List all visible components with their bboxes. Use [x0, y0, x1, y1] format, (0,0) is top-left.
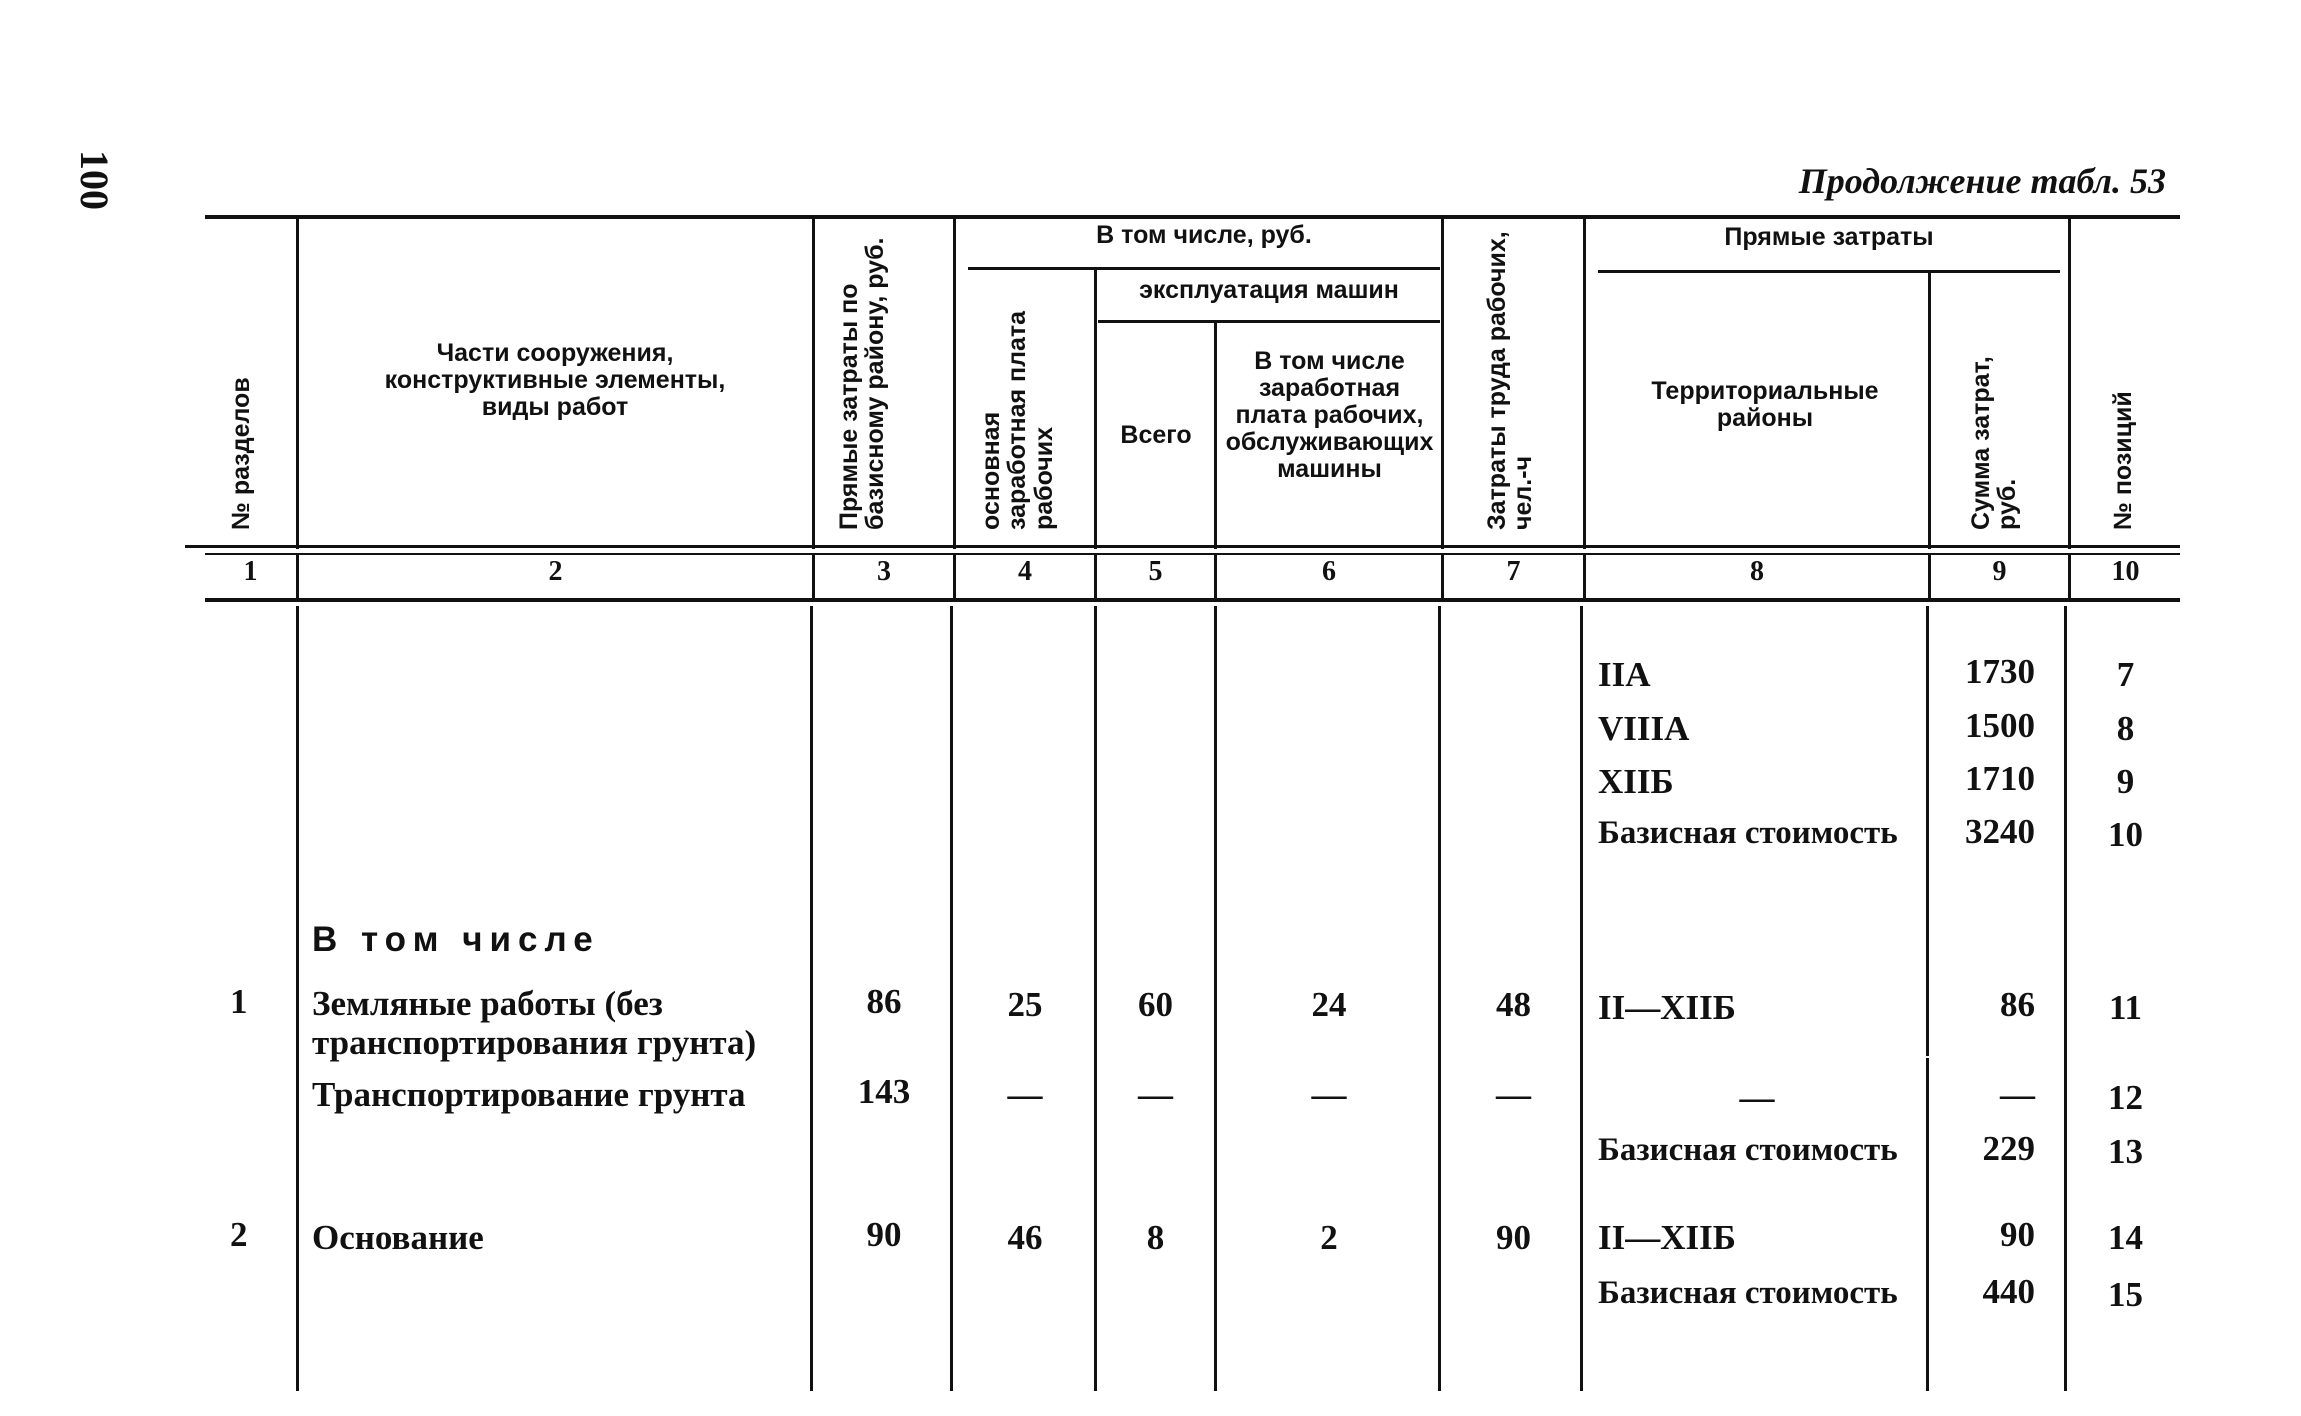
- section-number-cell: 1: [230, 982, 248, 1021]
- machines-total-cell: 60: [1138, 985, 1173, 1024]
- region-cell: Базисная стоимость: [1598, 1132, 1898, 1168]
- group-incl-rule: [968, 267, 1440, 270]
- sum-cell: 1730: [1965, 652, 2035, 691]
- position-cell: 11: [2108, 988, 2143, 1027]
- column-number: 5: [1148, 556, 1163, 587]
- header-cost-sum: Сумма затрат, руб.: [1967, 356, 2022, 530]
- sum-cell: 86: [2000, 985, 2035, 1024]
- header-divider: [1928, 273, 1931, 549]
- labor-cost-cell: 48: [1496, 985, 1531, 1024]
- column-number: 10: [2111, 556, 2140, 587]
- colnum-bottom-rule: [205, 598, 2180, 602]
- sum-cell: 90: [2000, 1215, 2035, 1254]
- header-machines-wage: В том числе заработная плата рабочих, обслуживающих машины: [1225, 347, 1434, 483]
- labor-cost-cell: —: [1496, 1075, 1531, 1114]
- direct-cost-cell: 86: [866, 982, 902, 1021]
- work-name-cell: Транспортирование грунта: [312, 1075, 746, 1114]
- header-divider: [1094, 270, 1097, 549]
- header-parts-of-structure: Части сооружения, конструктивные элементы, виды работ: [384, 339, 726, 421]
- top-rule: [205, 215, 2180, 219]
- header-divider: [1583, 219, 1586, 549]
- region-cell: VIIIA: [1598, 709, 1690, 748]
- page-number: 100: [72, 150, 117, 210]
- column-number: 8: [1750, 556, 1764, 587]
- machines-wage-cell: —: [1311, 1075, 1347, 1114]
- body-divider: [1926, 606, 1929, 1056]
- body-divider: [296, 606, 299, 1391]
- region-cell: Базисная стоимость: [1598, 815, 1898, 851]
- header-divider: [953, 219, 956, 549]
- position-cell: 7: [2116, 655, 2135, 694]
- work-name-cell: Земляные работы (без транспортирования грунта): [312, 984, 757, 1062]
- body-divider: [2064, 606, 2067, 1391]
- position-cell: 15: [2108, 1275, 2143, 1314]
- sum-cell: 229: [1982, 1129, 2035, 1168]
- header-group-direct: Прямые затраты: [1724, 223, 1934, 251]
- machines-wage-cell: 2: [1320, 1218, 1338, 1257]
- column-number: 6: [1322, 556, 1336, 587]
- section-number-cell: 2: [230, 1215, 248, 1254]
- header-positions-number: № позиций: [2109, 391, 2137, 530]
- work-name-cell: Основание: [312, 1218, 484, 1257]
- sum-cell: 1500: [1965, 706, 2035, 745]
- region-cell: II—XIIБ: [1598, 988, 1736, 1027]
- header-direct-costs-base: Прямые затраты по базисному району, руб.: [835, 237, 890, 530]
- colnum-top-rule: [205, 553, 2180, 555]
- column-number: 4: [1018, 556, 1032, 587]
- subtotal-heading: В том числе: [312, 920, 600, 959]
- sum-cell: 440: [1982, 1272, 2035, 1311]
- column-number: 2: [548, 556, 563, 587]
- header-bottom-rule: [185, 545, 2180, 548]
- header-divider: [812, 219, 815, 549]
- column-number: 1: [243, 556, 258, 587]
- column-number: 9: [1992, 556, 2007, 587]
- position-cell: 9: [2116, 762, 2135, 801]
- position-cell: 13: [2108, 1132, 2143, 1171]
- machines-wage-cell: 24: [1311, 985, 1347, 1024]
- sum-cell: 1710: [1965, 759, 2035, 798]
- header-labor-costs: Затраты труда рабочих, чел.-ч: [1483, 231, 1538, 530]
- header-base-wage: основная заработная плата рабочих: [977, 310, 1058, 530]
- header-divider: [2068, 219, 2071, 549]
- group-machines-rule: [1098, 320, 1440, 323]
- body-divider: [810, 606, 813, 1391]
- header-territorial-regions: Территориальные районы: [1651, 377, 1879, 432]
- continuation-title: Продолжение табл. 53: [1798, 161, 2166, 201]
- region-cell: II—XIIБ: [1598, 1218, 1736, 1257]
- position-cell: 12: [2108, 1078, 2143, 1117]
- region-cell: Базисная стоимость: [1598, 1275, 1898, 1311]
- base-wage-cell: 46: [1007, 1218, 1043, 1257]
- header-divider: [1214, 323, 1217, 549]
- header-divider: [296, 219, 299, 549]
- sum-cell: 3240: [1965, 812, 2035, 851]
- header-machines-total: Всего: [1120, 421, 1192, 449]
- sum-cell: —: [2000, 1075, 2035, 1114]
- direct-cost-cell: 143: [857, 1072, 911, 1111]
- position-cell: 8: [2116, 709, 2135, 748]
- header-sections-number: № разделов: [227, 377, 255, 530]
- group-direct-rule: [1598, 270, 2060, 273]
- machines-total-cell: —: [1138, 1075, 1173, 1114]
- region-cell: IIA: [1598, 655, 1651, 694]
- direct-cost-cell: 90: [866, 1215, 902, 1254]
- position-cell: 14: [2108, 1218, 2143, 1257]
- region-cell: —: [1739, 1078, 1775, 1117]
- region-cell: XIIБ: [1598, 762, 1674, 801]
- labor-cost-cell: 90: [1496, 1218, 1531, 1257]
- base-wage-cell: —: [1007, 1075, 1043, 1114]
- column-number: 3: [877, 556, 891, 587]
- base-wage-cell: 25: [1007, 985, 1043, 1024]
- machines-total-cell: 8: [1146, 1218, 1165, 1257]
- header-group-machines: эксплуатация машин: [1139, 276, 1399, 304]
- header-divider: [1441, 219, 1444, 549]
- position-cell: 10: [2108, 815, 2143, 854]
- header-group-including: В том числе, руб.: [1096, 221, 1312, 249]
- column-number: 7: [1506, 556, 1521, 587]
